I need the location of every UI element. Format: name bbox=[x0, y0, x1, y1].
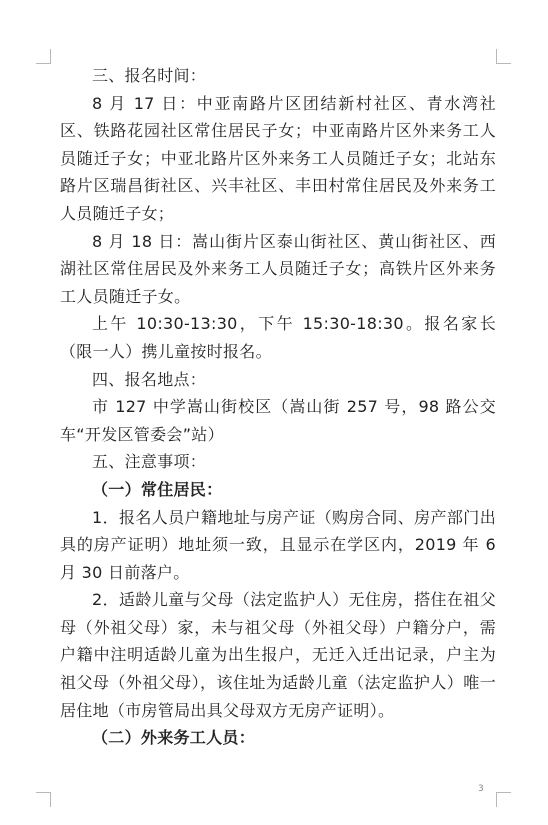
section-heading-notes: 五、注意事项： bbox=[92, 452, 207, 472]
paragraph-note-2: 2．适龄儿童与父母（法定监护人）无住房，搭住在祖父母（外祖父母）家，未与祖父母（外祖父母）户籍分户，需户籍中注明适龄儿童为出生报户，无迁入迁出记录，户主为祖父母（外祖父母），该住址为适龄儿童（法定监护人）唯一居住地（市房管局出具父母双方无房产证明）。 bbox=[60, 590, 496, 720]
subheading-migrant-workers: （二）外来务工人员： bbox=[92, 728, 256, 748]
crop-mark-bottom-left bbox=[36, 792, 51, 807]
subheading-permanent-residents: （一）常住居民： bbox=[92, 479, 223, 499]
paragraph-aug-18: 8 月 18 日：嵩山街片区泰山街社区、黄山街社区、西湖社区常住居民及外来务工人员随迁子女；高铁片区外来务工人员随迁子女。 bbox=[60, 231, 496, 306]
crop-mark-bottom-right bbox=[496, 792, 511, 807]
paragraph-note-1: 1．报名人员户籍地址与房产证（购房合同、房产部门出具的房产证明）地址须一致，且显示在学区内，2019 年 6 月 30 日前落户。 bbox=[60, 507, 496, 582]
section-heading-registration-time: 三、报名时间： bbox=[92, 66, 207, 85]
paragraph-location: 市 127 中学嵩山街校区（嵩山街 257 号，98 路公交车“开发区管委会”站） bbox=[60, 397, 496, 444]
page-number: 3 bbox=[478, 784, 484, 794]
document-body bbox=[60, 62, 496, 752]
crop-mark-top-left bbox=[36, 49, 51, 64]
paragraph-hours: 上午 10:30-13:30，下午 15:30-18:30。报名家长（限一人）携儿童按时报名。 bbox=[60, 314, 496, 361]
paragraph-aug-17: 8 月 17 日：中亚南路片区团结新村社区、青水湾社区、铁路花园社区常住居民子女；中亚南路片区外来务工人员随迁子女；中亚北路片区外来务工人员随迁子女；北站东路片区瑞昌街社区、兴丰社区、丰田村常住居民及外来务工人员随迁子女； bbox=[60, 93, 496, 223]
crop-mark-top-right bbox=[496, 49, 511, 64]
section-heading-registration-location: 四、报名地点： bbox=[92, 369, 207, 389]
